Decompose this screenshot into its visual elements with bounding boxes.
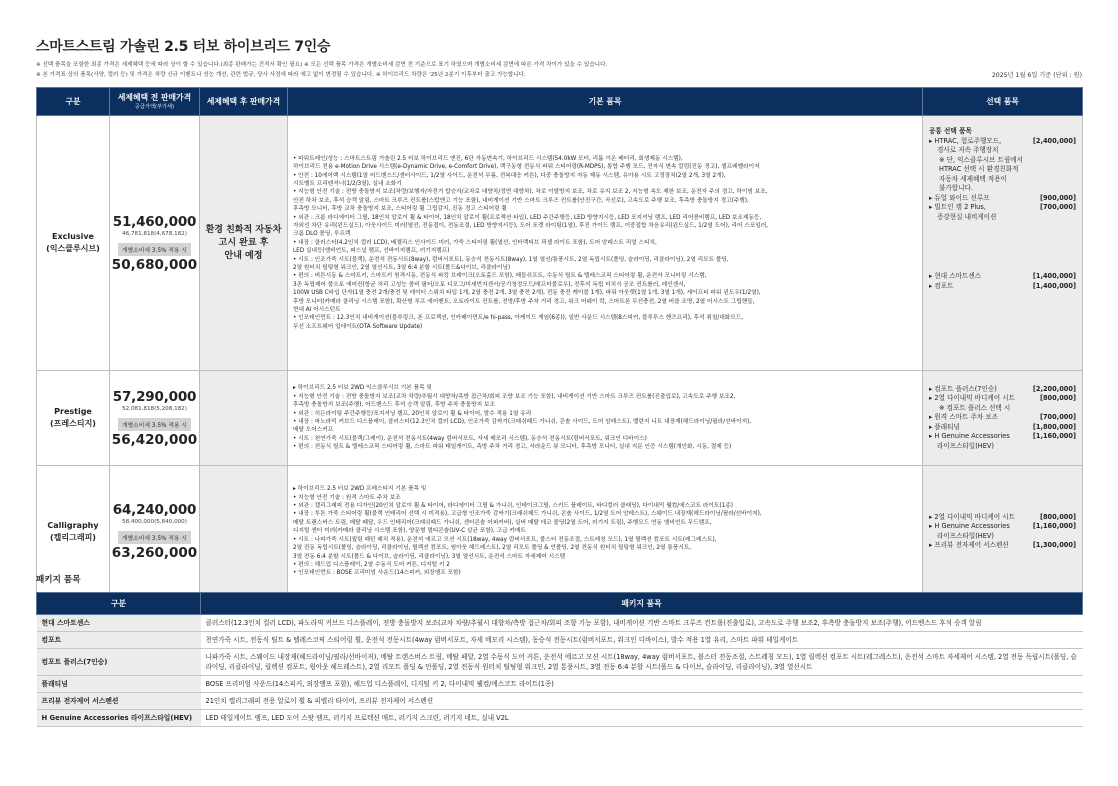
basic-item-line: 메탈 트랜스버스 트림, 메탈 페달, 우드 인테리어(크래쉬패드 가니쉬, 센터콘솔 어퍼커버), 실버 메탈 데코 몰딩(2열 도어, 러기지 트림), 주행모드 연동 앰비언트 무드램프, <box>293 519 712 526</box>
option-item[interactable] <box>929 137 1076 147</box>
option-price: [1,160,000] <box>1032 432 1076 441</box>
option-name: ▸ 컴포트 플러스(7인승) <box>929 384 997 393</box>
note-line: ※ 본 가격표 상의 품목(사양, 컬러 등) 및 가격은 차량 신규 이벤트나 성능 개선, 관련 법규, 당사 사정에 따라 예고 없이 변경될 수 있습니다. ※ 하이브리드 차량은 '25년 2분기 이후부터 출고 가능합니다. <box>36 71 526 78</box>
options-cell <box>923 116 1083 371</box>
basic-item-line: • 외관 : 히든라이팅 주간주행등/포지셔닝 램프, 20인치 알로이 휠 & 타이어, 발수 적용 1열 유리 <box>293 410 532 417</box>
trim-name-ko: (캘리그래피) <box>50 532 96 542</box>
option-name: 라이프스타일(HEV) <box>937 531 994 540</box>
option-name: ※ 컴포트 플러스 선택 시 <box>939 403 1011 412</box>
option-price: [2,400,000] <box>1032 136 1076 145</box>
option-name: ▸ 2열 다이내믹 바디케어 시트 <box>929 512 1015 521</box>
basic-item-line: • 내장 : 파노라믹 커브드 디스플레이, 클러스터(12.3인치 컬러 LCD), 인조가죽 감싸기(크래쉬패드 가니쉬, 콘솔 사이드, 도어 암레스트), 멜란지 니트 내장재(헤드라이닝/필라/선바이저), <box>293 419 752 425</box>
option-item[interactable] <box>929 184 1076 194</box>
package-row <box>37 710 1083 727</box>
basic-item-line: 메탈 도어스커프 <box>293 427 334 434</box>
price-table <box>36 87 1083 598</box>
option-name: 경사로 저속 주행장치 <box>937 146 999 154</box>
option-item[interactable] <box>929 282 1076 292</box>
package-description: 클러스터(12.3인치 컬러 LCD), 파노라믹 커브드 디스플레이, 전방 충돌방지 보조(교차 차량/추월시 대향차/측방 접근차/회피 조향 기능 포함), 내비게이션 기반 스마트 크루즈 컨트롤(진출입로), 고속도로 주행 보조2, 후측방 충돌방지 보조(주행), 어드밴스드 후석 승객 알림 <box>201 615 1083 632</box>
basic-item-line: 2열 원터치 틸팅형 워크인, 2열 열선시트, 3열 6:4 분할 시트(폴드&다이브, 리클라이닝) <box>293 265 511 272</box>
option-item[interactable] <box>929 404 1076 414</box>
basic-item-line: • 파워트레인/성능 : 스마트스트림 가솔린 2.5 터보 하이브리드 엔진, 6단 자동변속기, 하이브리드 시스템(54.0kW 모터, 리튬 이온 배터리, 회생제동 시스템), <box>293 155 683 162</box>
option-item[interactable] <box>929 175 1076 185</box>
option-name: 불가합니다. <box>939 184 973 192</box>
basic-item-line: • 안전 : 10에어백 시스템(1열 어드밴스드/센터사이드, 1/2열 사이드, 운전석 무릎, 전복대응 커튼), 다중 충돌방지 자동 제동 시스템, 유아용 시트 고정장치(2열 2개, 3열 2개), <box>293 172 726 179</box>
basic-item-line: • 시트 : 천연가죽 시트(블랙/그레이), 운전석 전동시트(4way 럼버서포트, 자세 메모리 시스템), 동승석 전동시트(럼버서포트, 워크인 디바이스) <box>293 435 647 442</box>
option-item[interactable] <box>929 423 1076 433</box>
package-description: LED 테일게이트 램프, LED 도어 스팟 램프, 러기지 프로텍션 매트, 러기지 스크린, 러기지 네트, 실내 V2L <box>201 710 1083 727</box>
option-price: [800,000] <box>1039 512 1076 521</box>
option-price: [1,300,000] <box>1032 541 1076 549</box>
basic-item-line: 100W USB C타입 단자(1열 충전 2개/충전 및 데이터 스위치 타입 1개, 2열 충전 2개, 3열 충전 2개), 전동 충전 케이블 1개), 파워 아웃렛(1열 1개, 3열 1개), 세이프티 파워 윈도우(1/2열), <box>293 290 761 297</box>
package-row <box>37 693 1083 710</box>
package-table-header <box>37 593 1083 615</box>
price-after-cell <box>200 371 288 466</box>
basic-item-line: • 지능형 안전 기술 : 전방 충돌방지 보조(교차 차량/추월시 대향차/측방 접근차/회피 조향 보조 기능 포함), 내비게이션 기반 스마트 크루즈 컨트롤(진출입로), 고속도로 주행 보조2, <box>293 393 736 400</box>
price-after-cell <box>200 466 288 598</box>
basic-item-line: • 외관 : 캘리그래피 전용 디자인(20인치 알로이 휠 & 타이어, 라디에이터 그릴 & 가니쉬, 인테이크그릴, 스키드 플레이트, 바디컬러 클래딩), 다이내믹 웰컴/에스코트 라이트(1종) <box>293 503 733 510</box>
package-row <box>37 649 1083 676</box>
basic-item-line: • 시트 : 나파가죽 시트(퀼팅 패턴 패치 적용), 운전석 에르고 모션 시트(18way, 4way 럼버서포트, 볼스터 전동조절, 스트레칭 모드), 1열 릴렉션 컴포트 시트(레그레스트), <box>293 536 717 543</box>
option-item[interactable] <box>929 522 1076 532</box>
basic-item-line: • 인포테인먼트 : 12.3인치 내비게이션(블루링크, 폰 프로젝션, 인카페이먼트/e hi-pass, 아케이드 게임(6종)), 일반 사운드 시스템(8스피커, 블루투스 핸즈프리), 후석 취침/대화모드, <box>293 315 744 322</box>
basic-item-line: 안전 하차 보조, 후석 승객 알림, 스마트 크루즈 컨트롤(스탑앤고 기능 포함), 내비게이션 기반 스마트 크루즈 컨트롤(안전구간, 곡선로), 고속도로 주행 보조, 후측방 충돌방지 경고(주행), <box>293 197 749 204</box>
option-item[interactable] <box>929 413 1076 423</box>
basic-item-line: ▸ 하이브리드 2.5 터보 2WD 익스클루시브 기본 품목 및 <box>293 385 432 392</box>
notes <box>36 61 916 80</box>
option-item[interactable] <box>929 432 1076 442</box>
package-row <box>37 632 1083 649</box>
tax-badge: 개별소비세 3.5% 적용 시 <box>118 243 191 256</box>
header-before-label: 세제혜택 전 판매가격 <box>117 92 192 102</box>
option-price: [1,800,000] <box>1032 422 1076 431</box>
option-name: ▸ 프리뷰 전자제어 서스펜션 <box>929 541 1009 549</box>
option-item[interactable] <box>929 272 1076 282</box>
price-before-cell <box>110 116 200 371</box>
options-cell <box>923 371 1083 466</box>
price-before: 57,290,000 <box>112 388 197 405</box>
basic-item-line: 후측방 충돌방지 보조(주행), 어드밴스드 후석 승객 알림, 후방 주차 충돌방지 보조 <box>293 402 495 409</box>
option-name: ▸ 컴포트 <box>929 281 954 290</box>
price-supply: 46,781,818(4,678,182) <box>122 230 187 237</box>
package-description: 천연가죽 시트, 전동식 틸트 & 텔레스코픽 스티어링 휠, 운전석 전동시트(4way 럼버서포트, 자세 메모리 시스템), 동승석 전동시트(럼버서포트, 워크인 디바이스), 발수 적용 1열 유리, 스마트 파워 테일게이트 <box>201 632 1083 649</box>
package-name: 프리뷰 전자제어 서스펜션 <box>37 693 201 710</box>
basic-items-cell <box>288 116 923 371</box>
option-item[interactable] <box>929 541 1076 551</box>
option-name: HTRAC 선택 시 환경친화적 <box>939 165 1019 173</box>
basic-item-line: • 편의 : 헤드업 디스플레이, 2열 수동식 도어 커튼, 디지털 키 2 <box>293 561 450 568</box>
basic-item-line: • 편의 : 버튼시동 & 스마트키, 스마트키 원격시동, 전동식 파킹 브레이크(오토홀드 포함), 패들쉬프트, 수동식 틸트 & 텔레스코픽 스티어링 휠, 운전자 모니터링 시스템, <box>293 273 707 280</box>
basic-item-line: LED 실내등(앰비언트, 퍼스널 램프, 선바이저램프, 러기지램프) <box>293 248 450 255</box>
option-name: ▸ 듀얼 와이드 선루프 <box>929 193 990 202</box>
header-basic: 기본 품목 <box>288 88 923 116</box>
page-title: 스마트스트림 가솔린 2.5 터보 하이브리드 7인승 <box>36 39 331 55</box>
basic-item-line: • 내장 : 클러스터(4.2인치 컬러 LCD), 베젤리스 인사이드 미러, 가죽 스티어링 휠(열선, 인터랙티브 픽셀 라이트 포함), 도어 암레스트 리얼 스티치, <box>293 239 657 246</box>
option-name: ▸ 현대 스마트센스 <box>929 272 982 280</box>
option-name: 증강현실 내비게이션 <box>937 212 997 221</box>
price-supply: 52,081,818(5,208,182) <box>122 405 187 412</box>
price-before: 51,460,000 <box>112 213 197 230</box>
option-name: ※ 단, 익스클루시브 트림에서 <box>939 155 1023 164</box>
option-name: 라이프스타일(HEV) <box>937 441 994 450</box>
header-options: 선택 품목 <box>923 88 1083 116</box>
price-tax-applied: 56,420,000 <box>111 431 198 448</box>
price-before-cell <box>110 371 200 466</box>
package-description: 나파가죽 시트, 스웨이드 내장재(헤드라이닝/필라/선바이저), 메탈 트랜스버스 트림, 메탈 페달, 2열 수동식 도어 커튼, 운전석 에르고 모션 시트(18way, 4way 럼버서포트, 볼스터 전동조절, 스트레칭 모드), 1열 릴렉션 컴포트 시트(레그레스트), 운전석 스마트 자세제어 시스템, 2열 전동 독립시트(폴딩, 슬라이딩, 리클라이닝, 릴렉션 컴포트, 윙아웃 헤드레스트), 2열 리모트 폴딩 & 언폴딩, 2열 전동식 원터치 틸팅형 워크인, 2열 통풍시트, 3열 전동 6:4 분할 시트(폴드 & 다이브, 슬라이딩, 리클라이닝), 3열 열선시트 <box>201 649 1083 676</box>
option-price: [800,000] <box>1039 394 1076 403</box>
basic-item-line: • 내장 : 투톤 가죽 스티어링 휠(블랙 인테리어 선택 시 미적용), 고급형 인조가죽 감싸기(크래쉬패드 가니쉬, 콘솔 사이드, 1/2열 도어 암레스트), 스웨이드 내장재(헤드라이닝/필라/선바이저), <box>293 511 762 518</box>
package-section-title: 패키지 품목 <box>36 575 81 585</box>
price-after-text: 안내 예정 <box>224 250 263 261</box>
trim-name: Calligraphy <box>47 520 99 530</box>
basic-items-cell <box>288 466 923 598</box>
trim-name: Exclusive <box>52 232 94 241</box>
option-name: ▸ H Genuine Accessories <box>929 432 1010 441</box>
package-name: 플래티넘 <box>37 676 201 693</box>
option-group <box>929 385 1076 452</box>
package-row <box>37 676 1083 693</box>
option-price: [1,400,000] <box>1032 272 1076 280</box>
basic-item-line: • 인포테인먼트 : BOSE 프리미엄 사운드(14스피커, 외장앰프 포함) <box>293 570 461 577</box>
package-header-name: 구분 <box>37 593 201 615</box>
basic-item-line: 무선 소프트웨어 업데이트(OTA Software Update) <box>293 323 423 330</box>
option-item[interactable] <box>929 442 1076 452</box>
option-group <box>929 272 1076 291</box>
option-item[interactable] <box>929 146 1076 156</box>
option-item[interactable] <box>929 165 1076 175</box>
basic-item-line: 현대 AI 어시스턴트 <box>293 307 341 314</box>
package-table <box>36 592 1083 727</box>
trim-row <box>37 371 1083 466</box>
trim-row <box>37 466 1083 598</box>
option-price: [900,000] <box>1039 193 1076 202</box>
option-name: ▸ 원격 스마트 주차 보조 <box>929 413 999 422</box>
option-item[interactable] <box>929 213 1076 223</box>
header-after: 세제혜택 후 판매가격 <box>200 88 288 116</box>
price-before-cell <box>110 466 200 598</box>
basic-item-line: 디지털 센터 미러(카메라 클리닝 시스템 포함), 양문형 멀티콘솔(UV-C 살균 포함), 고급 카매트 <box>293 528 526 535</box>
basic-item-line: 3열 전동 6:4 분할 시트(폴드 & 다이브, 슬라이딩, 리클라이닝), 3열 열선시트, 운전석 스마트 자세제어 시스템 <box>293 553 566 560</box>
option-name: ▸ 플래티넘 <box>929 422 960 431</box>
package-description: 21인치 캘리그래피 전용 알로이 휠 & 피렐리 타이어, 프리뷰 전자제어 서스펜션 <box>201 693 1083 710</box>
basic-item-line: ▸ 하이브리드 2.5 터보 2WD 프레스티지 기본 품목 및 <box>293 486 427 493</box>
trim-name: Prestige <box>54 407 92 416</box>
basic-item-line: 3존 독립제어 풀오토 에어컨(항균 처리 고성능 콤비 필터/오토 디포그/미세먼지센서/공기청정모드/애프터블로우), 전후석 독립 터치식 공조 컨트롤러, 레인센서, <box>293 281 686 288</box>
option-price: [700,000] <box>1039 203 1076 211</box>
trim-name-ko: (프레스티지) <box>50 419 96 428</box>
package-name: 컴포트 플러스(7인승) <box>37 649 201 676</box>
package-description: BOSE 프리미엄 사운드(14스피커, 외장앰프 포함), 헤드업 디스플레이, 디지털 키 2, 다이내믹 웰컴/에스코트 라이트(1종) <box>201 676 1083 693</box>
basic-item-line: 시트벨트 프리텐셔너(1/2/3열), 실내 소화기 <box>293 180 402 187</box>
basic-items-cell <box>288 371 923 466</box>
basic-item-line: 크롬 DLO 몰딩, 루프랙 <box>293 231 351 238</box>
option-item[interactable] <box>929 394 1076 404</box>
basic-item-line: • 시트 : 인조가죽 시트(블랙), 운전석 전동시트(8way), 럼버서포트), 동승석 전동시트(8way), 1열 열선/통풍시트, 2열 독립시트(폴딩, 슬라이딩, 리클라이닝), 2열 리모트 폴딩, <box>293 256 729 263</box>
option-name: ▸ HTRAC, 험로주행모드, <box>929 136 1002 145</box>
price-table-header <box>37 88 1083 116</box>
basic-item-line: 하이브리드 전용 e-Motion Drive 시스템(e-Dynamic Drive, e-Comfort Drive), 랙구동형 전동식 파워 스티어링(R-MDPS), 통합 주행 모드, 전자식 변속 칼럼(진동 경고), 셀프레벨라이저 <box>293 164 760 171</box>
option-name: ▸ 빌트인 캠 2 Plus, <box>929 203 986 211</box>
price-tax-applied: 50,680,000 <box>111 256 198 273</box>
package-name: H Genuine Accessories 라이프스타일(HEV) <box>37 710 201 727</box>
price-after-text: 환경 친화적 자동차 <box>205 224 282 235</box>
package-name: 현대 스마트센스 <box>37 615 201 632</box>
price-tax-applied: 63,260,000 <box>111 545 198 561</box>
basic-item-line: • 외관 : 크롬 라디에이터 그릴, 18인치 알로이 휠 & 타이어, 18인치 알로이 휠(프로젝션 타입), LED 주간주행등, LED 방향지시등, LED 포지셔닝 램프, LED 리어콤비램프, LED 보조제동등, <box>293 214 762 221</box>
note-line: ※ 선택 품목을 포함한 최종 가격은 세제혜택 등에 따라 상이 할 수 있습니다.(최종 판매가는 견적서 확인 필요) ※ 모든 선택 품목 가격은 개별소비세 감면 전 기준으로 표기 하였으며 개별소비세 감면에 따른 가격 차이가 있을 수 있습니다. <box>36 62 608 68</box>
option-price: [1,160,000] <box>1032 522 1076 530</box>
header-trim: 구분 <box>37 88 110 116</box>
package-header-items: 패키지 품목 <box>201 593 1083 615</box>
price-after-cell <box>200 116 288 371</box>
option-name: 자동차 세제혜택 적용이 <box>939 174 1007 183</box>
option-item[interactable] <box>929 532 1076 542</box>
basic-item-line: • 지능형 안전 기술 : 전방 충돌방지 보조(차량/보행자/자전거 탑승자/교차로 대향차/정면 대향차), 차로 이탈방지 보조, 차로 유지 보조 2, 지능형 속도 제한 보조, 운전자 주의 경고, 하이빔 보조, <box>293 189 768 196</box>
package-row <box>37 615 1083 632</box>
tax-badge: 개별소비세 3.5% 적용 시 <box>118 418 191 431</box>
tax-badge: 개별소비세 3.5% 적용 시 <box>118 531 191 544</box>
basic-item-line: 후측방 모니터, 후방 교차 충돌방지 보조, 스티어링 휠 그립감지, 진동 경고 스티어링 휠 <box>293 206 507 213</box>
basic-item-line: • 지능형 안전 기술 : 원격 스마트 주차 보조 <box>293 494 401 501</box>
date-label: 2025년 1월 6일 기준 (단위 : 원) <box>991 72 1082 79</box>
basic-item-line: 후방 모니터(카메라 클리닝 시스템 포함), 확산형 루프 에어벤트, 오토라이트 컨트롤, 전방/후방 주차 거리 경고, 워크 어웨이 락, 스마트폰 무선충전, 2열 버클 조명, 2열 어시스트 그립핸들, <box>293 298 755 305</box>
option-name: ▸ 2열 다이내믹 바디케어 시트 <box>929 394 1015 403</box>
option-item[interactable] <box>929 513 1076 523</box>
trim-name-ko: (익스클루시브) <box>46 244 100 253</box>
header-before-sub: 공급가액(부가세) <box>134 103 175 110</box>
trim-name-cell <box>37 371 110 466</box>
price-after-text: 고시 완료 후 <box>218 237 269 248</box>
package-name: 컴포트 <box>37 632 201 649</box>
option-group <box>929 127 1076 222</box>
options-cell <box>923 466 1083 598</box>
option-item[interactable] <box>929 156 1076 166</box>
basic-item-line: • 편의 : 전동식 틸트 & 텔레스코픽 스티어링 휠, 스마트 파워 테일게이트, 측방 주차 거리 경고, 서라운드 뷰 모니터, 후측방 모니터, 실내 지문 인증 시스템(개인화, 시동, 결제 등) <box>293 444 732 451</box>
price-supply: 58,400,000(5,840,000) <box>122 519 187 525</box>
option-price: [1,400,000] <box>1032 281 1076 290</box>
option-group <box>929 513 1076 551</box>
option-group-head: 공통 선택 품목 <box>929 127 972 135</box>
option-item[interactable] <box>929 385 1076 395</box>
option-item[interactable] <box>929 203 1076 213</box>
price-before: 64,240,000 <box>112 502 197 518</box>
header-before <box>110 88 200 116</box>
basic-item-line: 자외선 차단 유리(윈드실드), 아웃사이드 미러(열선, 전동접이, 전동조절, LED 방향지시등), 도어 포켓 라이팅(1열), 후진 가이드 램프, 이중접합 차음유리(윈드실드, 1/2열 도어), 리어 스포일러, <box>293 222 768 229</box>
basic-item-line: 2열 전동 독립시트(폴딩, 슬라이딩, 리클라이닝, 릴렉션 컴포트, 윙아웃 헤드레스트), 2열 리모트 폴딩 & 언폴딩, 2열 전동식 원터치 틸팅형 워크인, 2열 통풍시트, <box>293 545 692 552</box>
option-price: [2,200,000] <box>1032 384 1076 393</box>
option-price: [700,000] <box>1039 413 1076 422</box>
trim-row <box>37 116 1083 371</box>
option-name: ▸ H Genuine Accessories <box>929 522 1010 530</box>
trim-name-cell <box>37 116 110 371</box>
option-item[interactable] <box>929 194 1076 204</box>
